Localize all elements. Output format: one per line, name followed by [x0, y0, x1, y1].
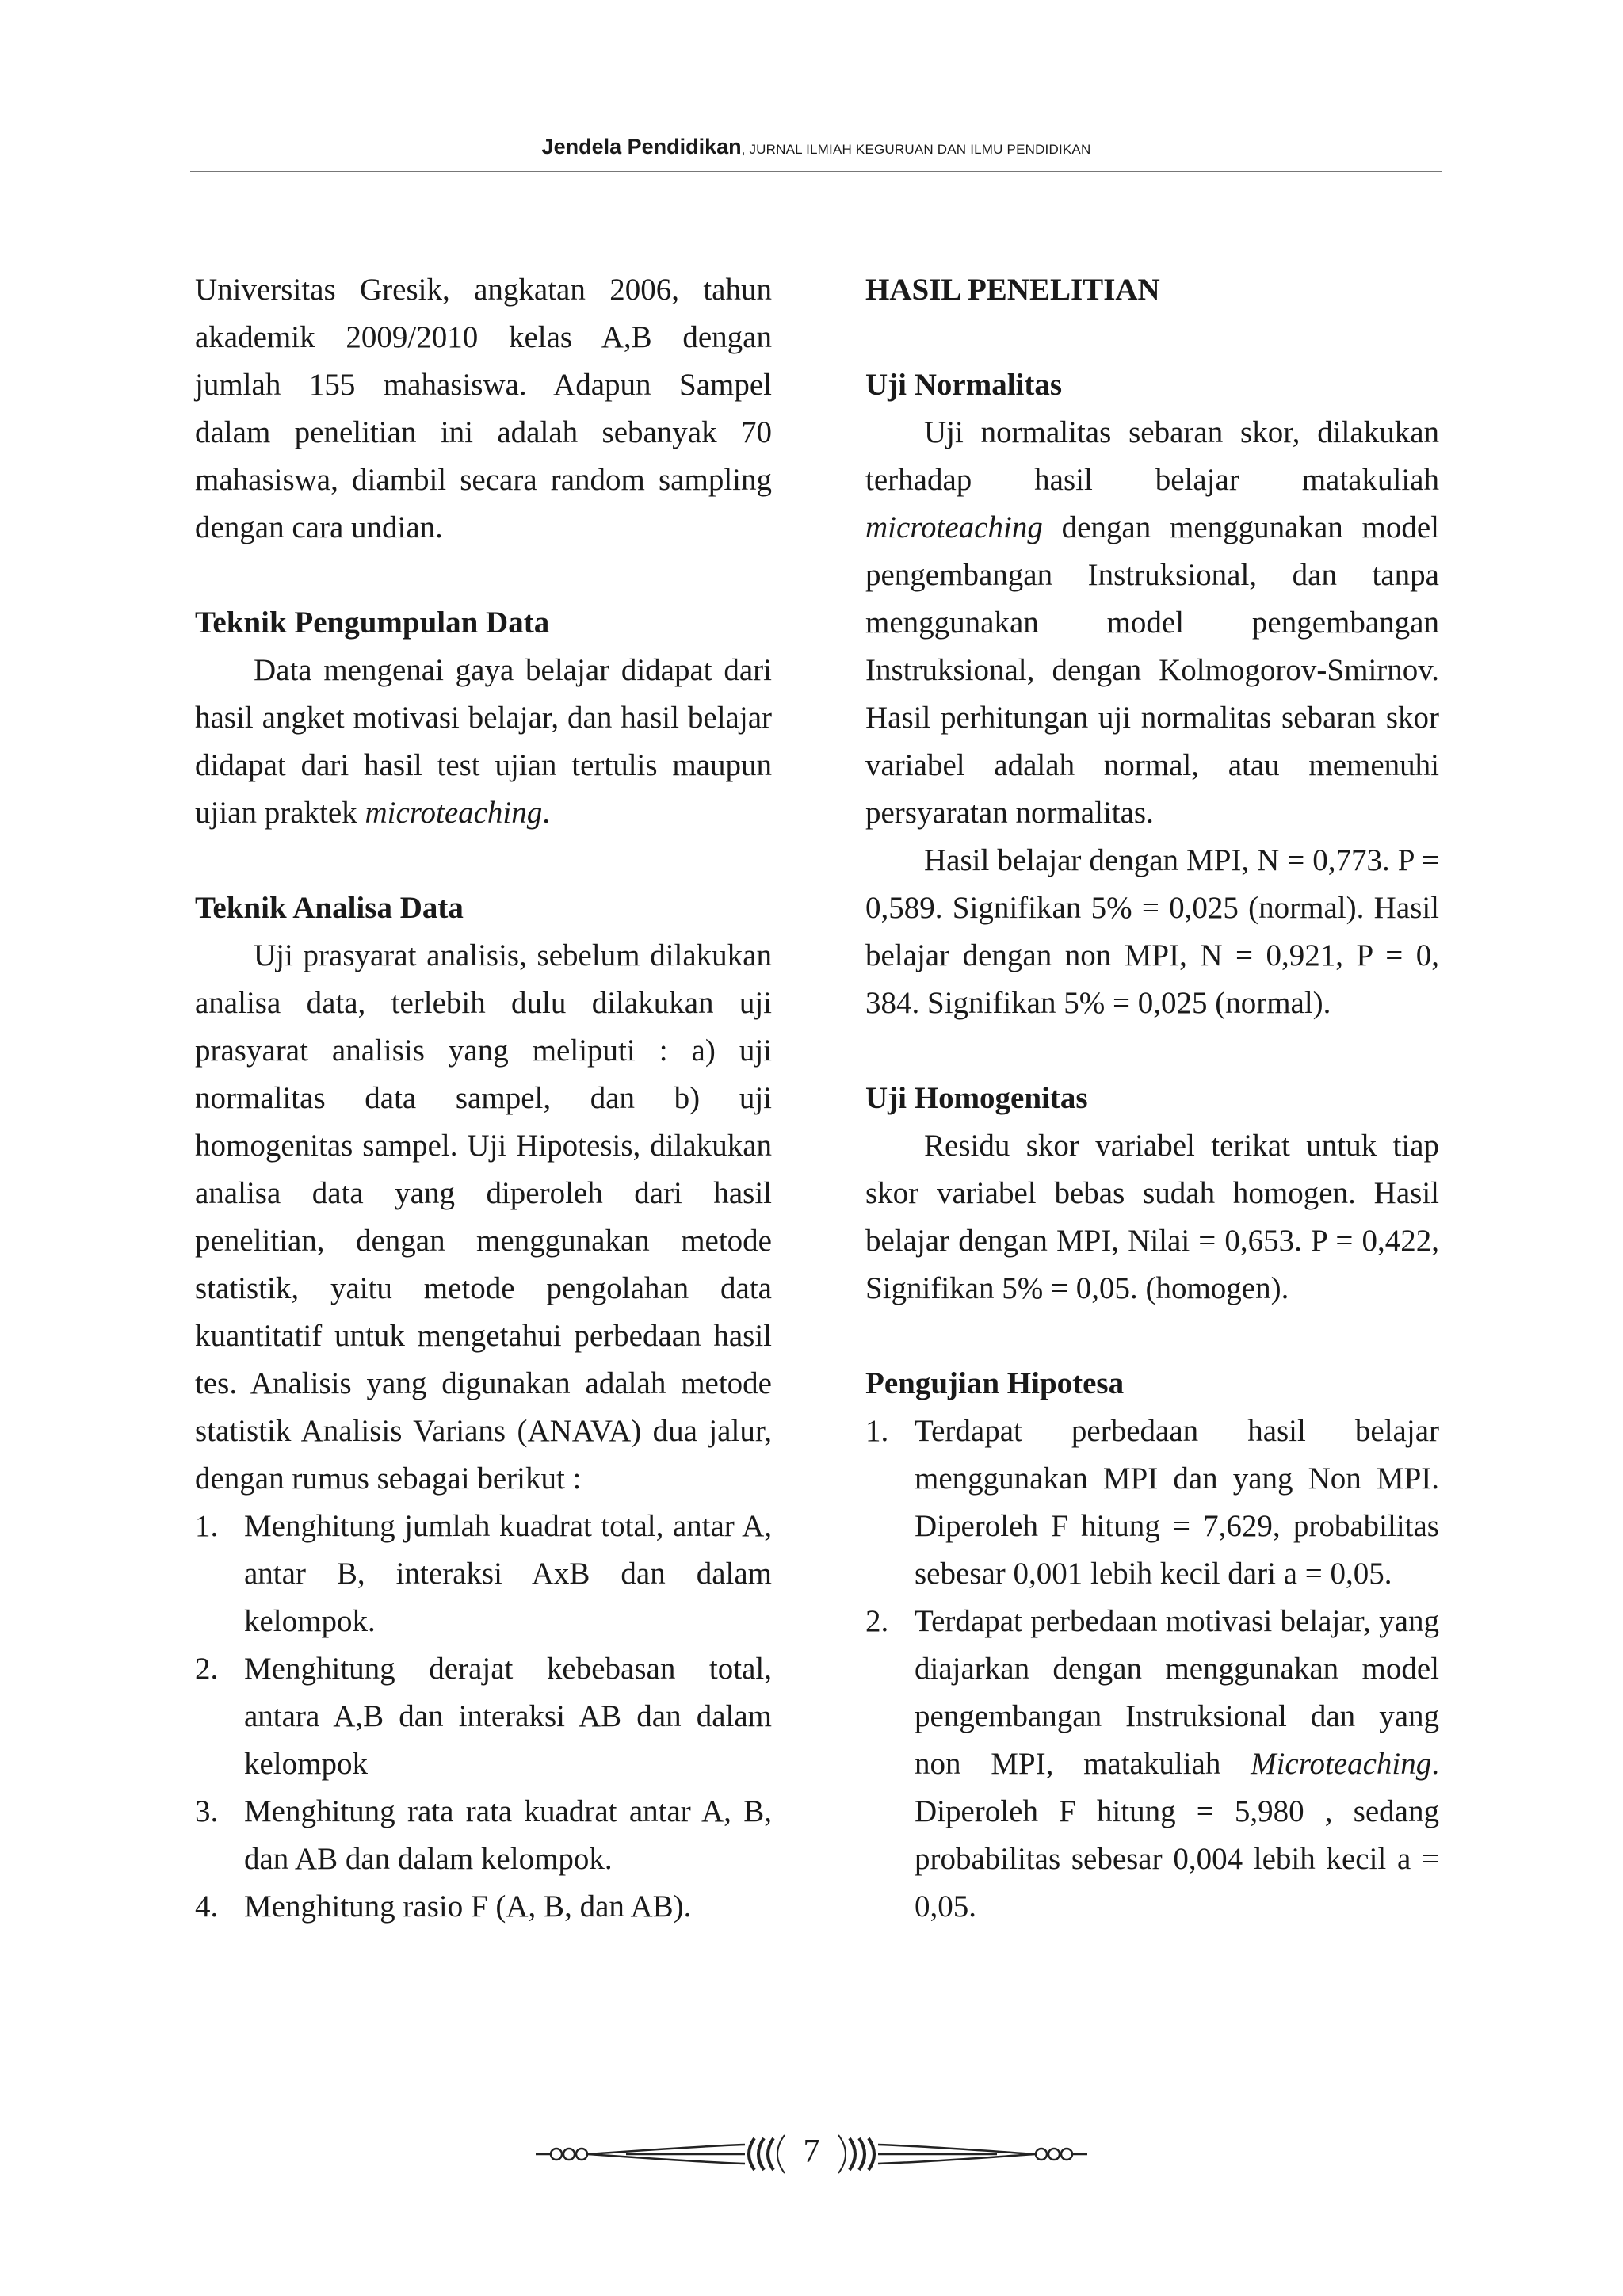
header-divider: [190, 171, 1442, 172]
microteaching-term: Microteaching: [1251, 1747, 1432, 1781]
normalitas-paragraph-2: Hasil belajar dengan MPI, N = 0,773. P = 0,589. Signifikan 5% = 0,025 (normal). Hasil belajar dengan non MPI, N = 0,921, P = 0, 384. Signifikan 5% = 0,025 (normal).: [865, 843, 1439, 1020]
intro-paragraph: Universitas Gresik, angkatan 2006, tahun akademik 2009/2010 kelas A,B dengan jumlah 155 mahasiswa. Adapun Sampel dalam penelitian ini adalah sebanyak 70 mahasiswa, diambil secara random sampling dengan cara undian.: [195, 273, 772, 544]
journal-subtitle: , JURNAL ILMIAH KEGURUAN DAN ILMU PENDIDIKAN: [741, 142, 1091, 157]
anava-steps-list: [195, 1503, 772, 1931]
hypothesis-list: [865, 1408, 1439, 1931]
journal-name: Jendela Pendidikan: [541, 135, 742, 159]
heading-teknik-analisa-data: Teknik Analisa Data: [195, 891, 464, 925]
list-item: 4. Menghitung rasio F (A, B, dan AB).: [195, 1889, 692, 1924]
list-item: 1. Terdapat perbedaan hasil belajar menggunakan MPI dan yang Non MPI. Diperoleh F hitung = 7,629, probabilitas sebesar 0,001 lebih kecil dari a = 0,05.: [865, 1414, 1439, 1591]
running-header: [190, 135, 1442, 159]
heading-uji-normalitas: Uji Normalitas: [865, 368, 1063, 402]
homogenitas-paragraph: Residu skor variabel terikat untuk tiap skor variabel bebas sudah homogen. Hasil belajar dengan MPI, Nilai = 0,653. P = 0,422, Signifikan 5% = 0,05. (homogen).: [865, 1129, 1439, 1305]
microteaching-term: microteaching: [365, 796, 543, 830]
list-item: 2. Terdapat perbedaan motivasi belajar, yang diajarkan dengan menggunakan model pengembangan Instruksional dan yang non MPI, matakuliah Microteaching. Diperoleh F hitung = 5,980 , sedang probabilitas sebesar 0,004 lebih kecil a = 0,05.: [865, 1604, 1439, 1924]
heading-pengujian-hipotesa: Pengujian Hipotesa: [865, 1366, 1125, 1400]
heading-teknik-pengumpulan-data: Teknik Pengumpulan Data: [195, 606, 550, 640]
left-column: [195, 266, 772, 1931]
right-column: [865, 266, 1439, 1931]
pengumpulan-data-paragraph: Data mengenai gaya belajar didapat dari hasil angket motivasi belajar, dan hasil belajar didapat dari hasil test ujian tertulis maupun ujian praktek microteaching.: [195, 653, 772, 830]
list-item: 1. Menghitung jumlah kuadrat total, antar A, antar B, interaksi AxB dan dalam kelompok.: [195, 1509, 772, 1638]
heading-hasil-penelitian: HASIL PENELITIAN: [865, 273, 1160, 307]
list-item: 2. Menghitung derajat kebebasan total, antara A,B dan interaksi AB dan dalam kelompok: [195, 1652, 772, 1781]
list-item: 3. Menghitung rata rata kuadrat antar A, B, dan AB dan dalam kelompok.: [195, 1794, 772, 1876]
normalitas-paragraph-1: Uji normalitas sebaran skor, dilakukan terhadap hasil belajar matakuliah microteaching dengan menggunakan model pengembangan Instruksional, dan tanpa menggunakan model pengembangan Instruksional, dengan Kolmogorov-Smirnov. Hasil perhitungan uji normalitas sebaran skor variabel adalah normal, atau memenuhi persyaratan normalitas.: [865, 415, 1439, 830]
analisa-data-paragraph: Uji prasyarat analisis, sebelum dilakukan analisa data, terlebih dulu dilakukan uji prasyarat analisis yang meliputi : a) uji normalitas data sampel, dan b) uji homogenitas sampel. Uji Hipotesis, dilakukan analisa data yang diperoleh dari hasil penelitian, dengan menggunakan metode statistik, yaitu metode pengolahan data kuantitatif untuk mengetahui perbedaan hasil tes. Analisis yang digunakan adalah metode statistik Analisis Varians (ANAVA) dua jalur, dengan rumus sebagai berikut :: [195, 938, 772, 1496]
page-number: 7: [803, 2134, 820, 2170]
heading-uji-homogenitas: Uji Homogenitas: [865, 1081, 1088, 1115]
microteaching-term: microteaching: [865, 510, 1043, 544]
